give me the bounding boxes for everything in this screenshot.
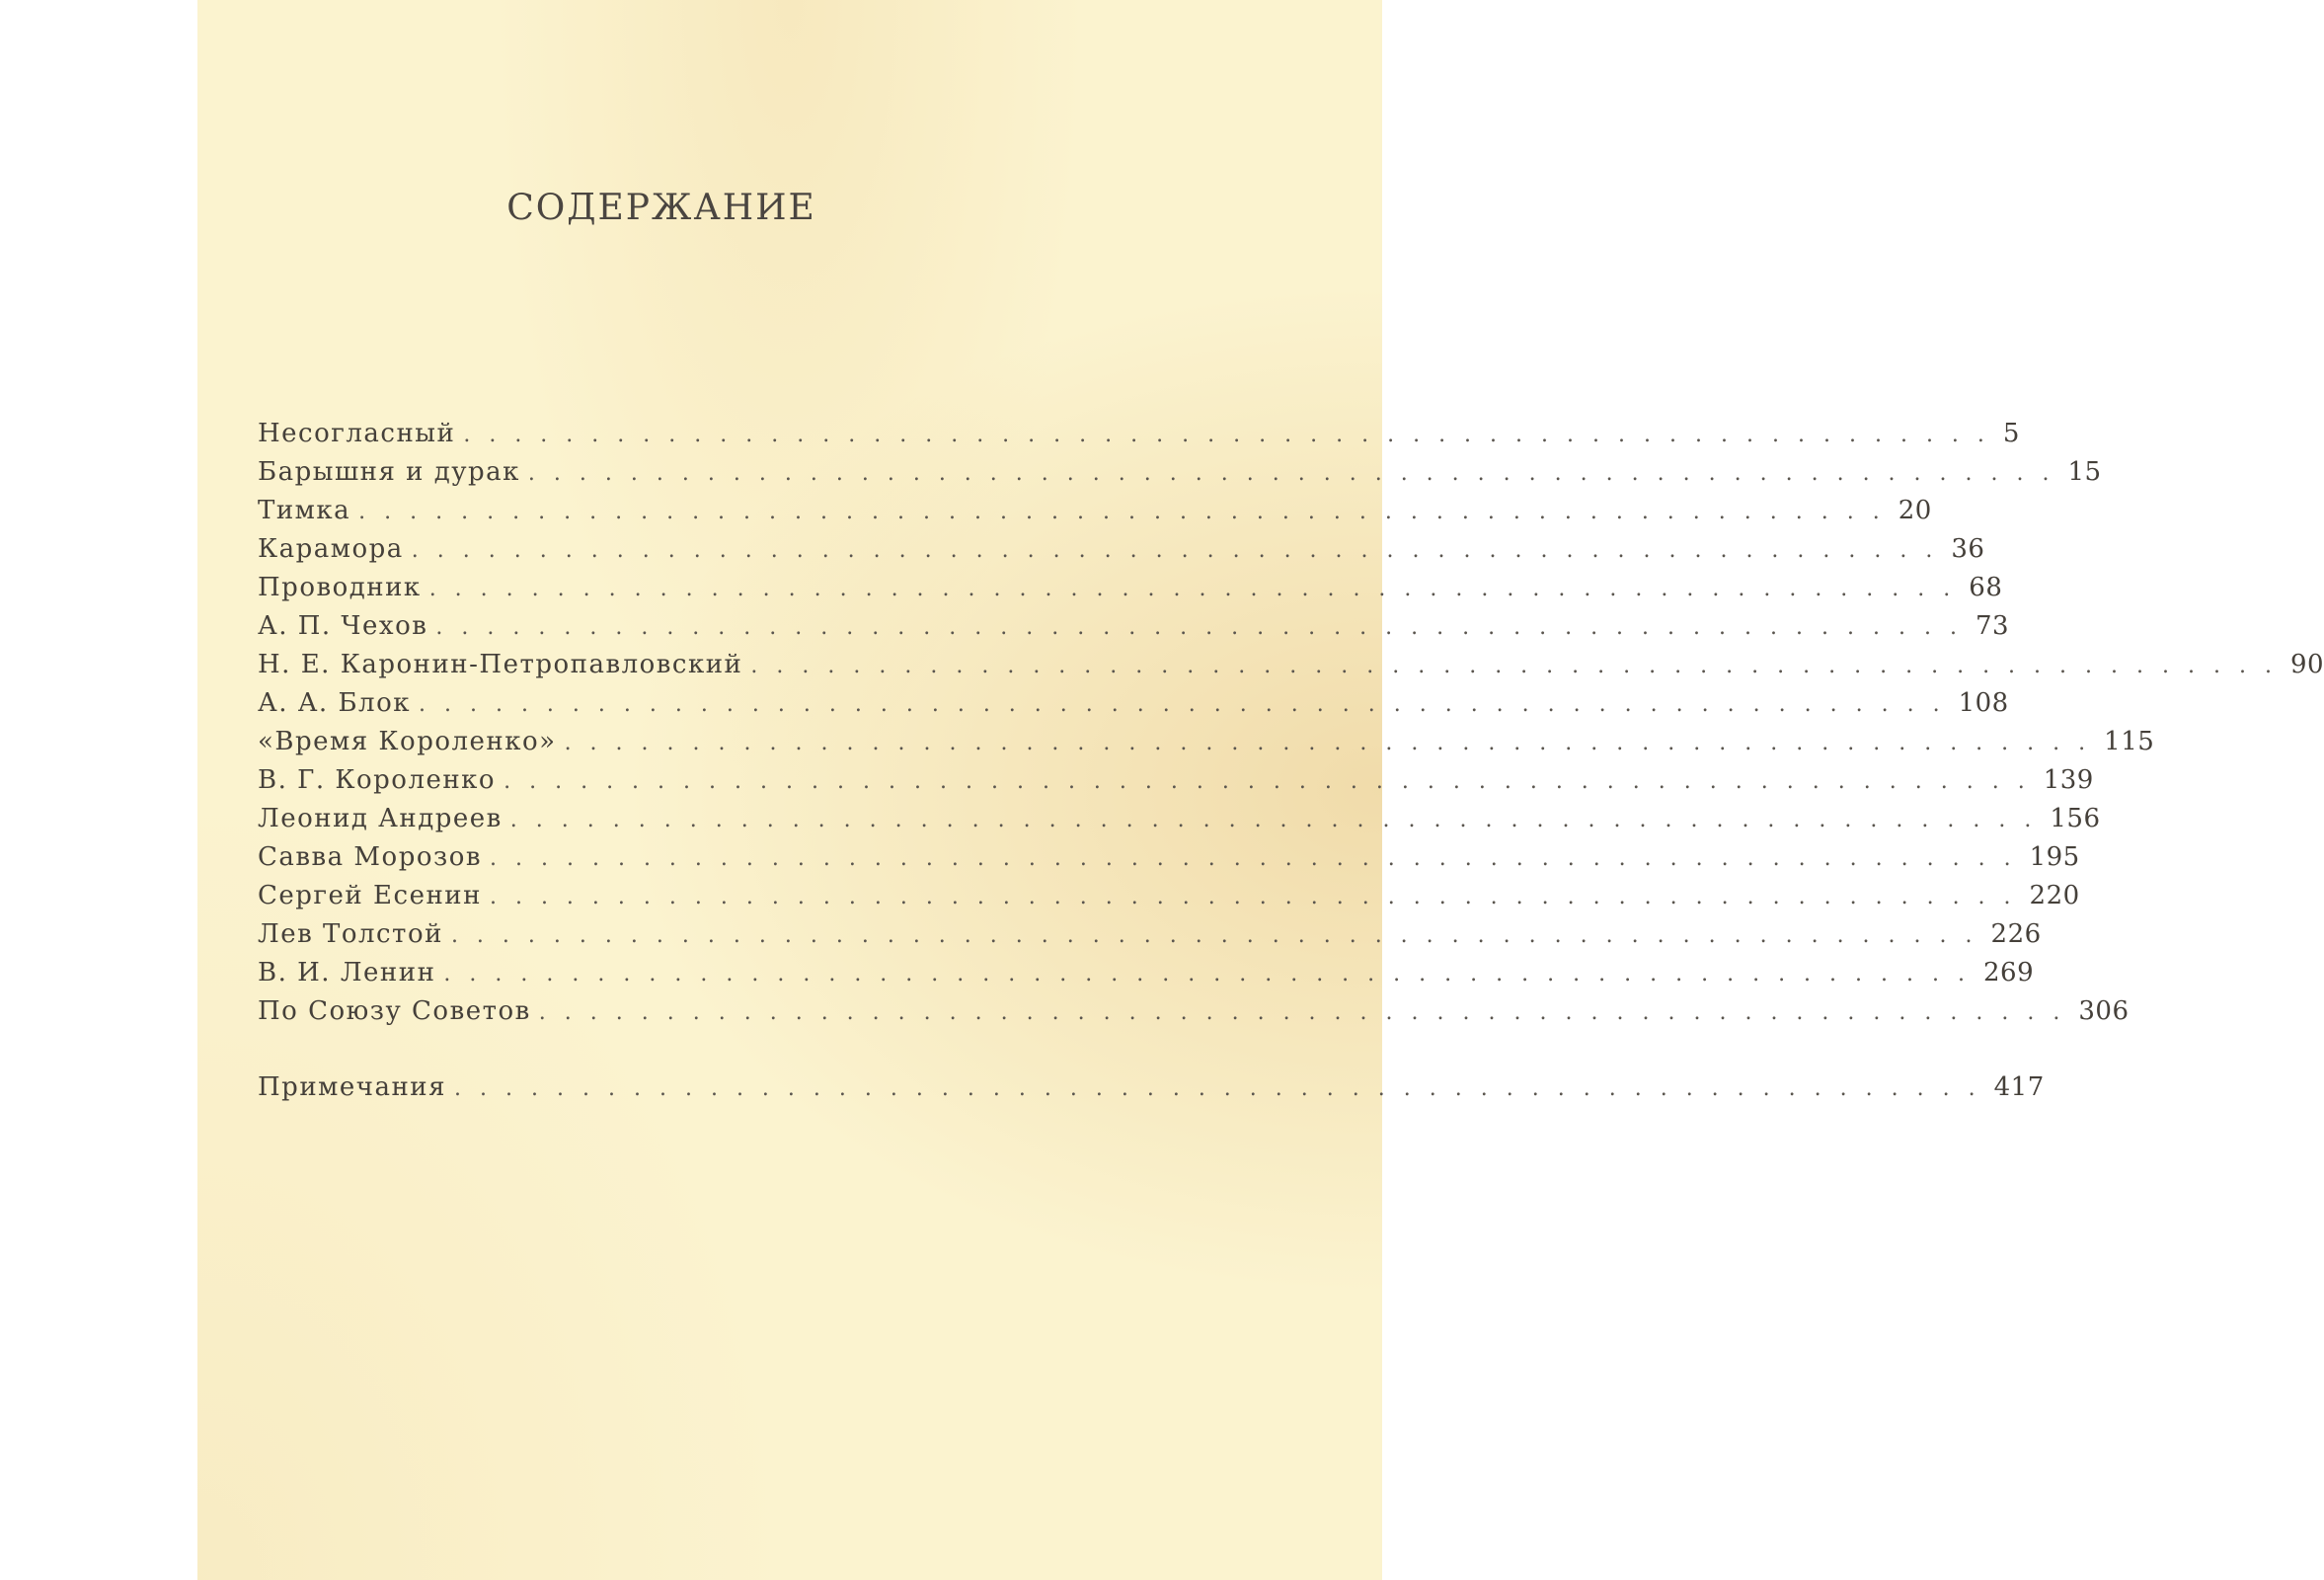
dot-leader: ............................................................ xyxy=(435,615,1975,640)
toc-entry xyxy=(258,611,2010,650)
toc-entry-page: 139 xyxy=(2043,765,2094,795)
toc-entry xyxy=(258,765,2094,804)
toc-entry-title: Тимка xyxy=(258,496,351,525)
dot-leader: ............................................................ xyxy=(443,962,1984,987)
toc-entry-title: По Союзу Советов xyxy=(258,996,531,1026)
toc-entry xyxy=(258,419,2020,457)
toc-entry-page: 90 xyxy=(2289,650,2324,679)
toc-entry-page: 156 xyxy=(2050,804,2101,833)
toc-entry xyxy=(258,919,2042,958)
toc-entry-title: В. И. Ленин xyxy=(258,958,436,988)
toc-entry-title: Примечания xyxy=(258,1072,447,1102)
toc-entry xyxy=(258,573,2003,611)
toc-entry-page: 73 xyxy=(1975,611,2010,641)
dot-leader: ............................................................ xyxy=(504,769,2044,794)
dot-leader: ............................................................ xyxy=(538,1000,2079,1025)
toc-entry-title: Проводник xyxy=(258,573,422,602)
dot-leader: ............................................................ xyxy=(750,654,2290,678)
toc-entry-title: Савва Морозов xyxy=(258,842,482,872)
toc-entry xyxy=(258,804,2101,842)
toc-entry-page: 195 xyxy=(2029,842,2080,872)
toc-entry xyxy=(258,688,2009,727)
dot-leader: ............................................................ xyxy=(358,500,1898,524)
toc-entry-title: Н. Е. Каронин-Петропавловский xyxy=(258,650,743,679)
toc-entry-title: Леонид Андреев xyxy=(258,804,503,833)
dot-leader: ............................................................ xyxy=(450,923,1991,948)
toc-entry-page: 15 xyxy=(2067,457,2102,487)
toc-entry-page: 108 xyxy=(1958,688,2009,718)
toc-entry-title: А. П. Чехов xyxy=(258,611,428,641)
table-of-contents xyxy=(258,419,2324,1111)
dot-leader: ............................................................ xyxy=(564,731,2105,755)
toc-entry-page: 5 xyxy=(2002,419,2020,448)
dot-leader: ............................................................ xyxy=(527,461,2068,486)
dot-leader: ............................................................ xyxy=(418,692,1959,717)
dot-leader: ............................................................ xyxy=(509,808,2051,832)
dot-leader: ............................................................ xyxy=(489,885,2030,909)
dot-leader: ............................................................ xyxy=(428,577,1970,601)
toc-entry-page: 68 xyxy=(1969,573,2003,602)
toc-entry xyxy=(258,496,1932,534)
toc-entry-page: 269 xyxy=(1983,958,2035,988)
page-title: СОДЕРЖАНИЕ xyxy=(506,188,816,228)
toc-entry-notes xyxy=(258,1072,2045,1111)
toc-entry-title: Лев Толстой xyxy=(258,919,443,949)
toc-entry-page: 417 xyxy=(1993,1072,2045,1102)
book-page xyxy=(197,0,2324,1580)
toc-entry-page: 20 xyxy=(1898,496,1932,525)
toc-entry-title: А. А. Блок xyxy=(258,688,411,718)
toc-entry-title: «Время Короленко» xyxy=(258,727,557,756)
toc-entry xyxy=(258,881,2080,919)
toc-entry-title: Несогласный xyxy=(258,419,456,448)
toc-entry xyxy=(258,457,2102,496)
dot-leader: ............................................................ xyxy=(411,538,1952,563)
toc-entry-page: 36 xyxy=(1951,534,1985,564)
toc-entry-title: В. Г. Короленко xyxy=(258,765,497,795)
toc-entry-title: Карамора xyxy=(258,534,404,564)
toc-entry xyxy=(258,996,2130,1035)
toc-entry-title: Сергей Есенин xyxy=(258,881,482,910)
toc-entry-page: 226 xyxy=(1990,919,2042,949)
toc-entry-page: 306 xyxy=(2078,996,2130,1026)
toc-entry-title: Барышня и дурак xyxy=(258,457,520,487)
toc-entry xyxy=(258,727,2155,765)
dot-leader: ............................................................ xyxy=(489,846,2030,871)
toc-entry-page: 115 xyxy=(2104,727,2155,756)
toc-entry xyxy=(258,842,2080,881)
dot-leader: ............................................................ xyxy=(454,1076,1994,1101)
toc-entry xyxy=(258,958,2035,996)
toc-entry xyxy=(258,650,2324,688)
dot-leader: ............................................................ xyxy=(463,423,2003,447)
toc-entry-page: 220 xyxy=(2029,881,2080,910)
toc-entry xyxy=(258,534,1985,573)
